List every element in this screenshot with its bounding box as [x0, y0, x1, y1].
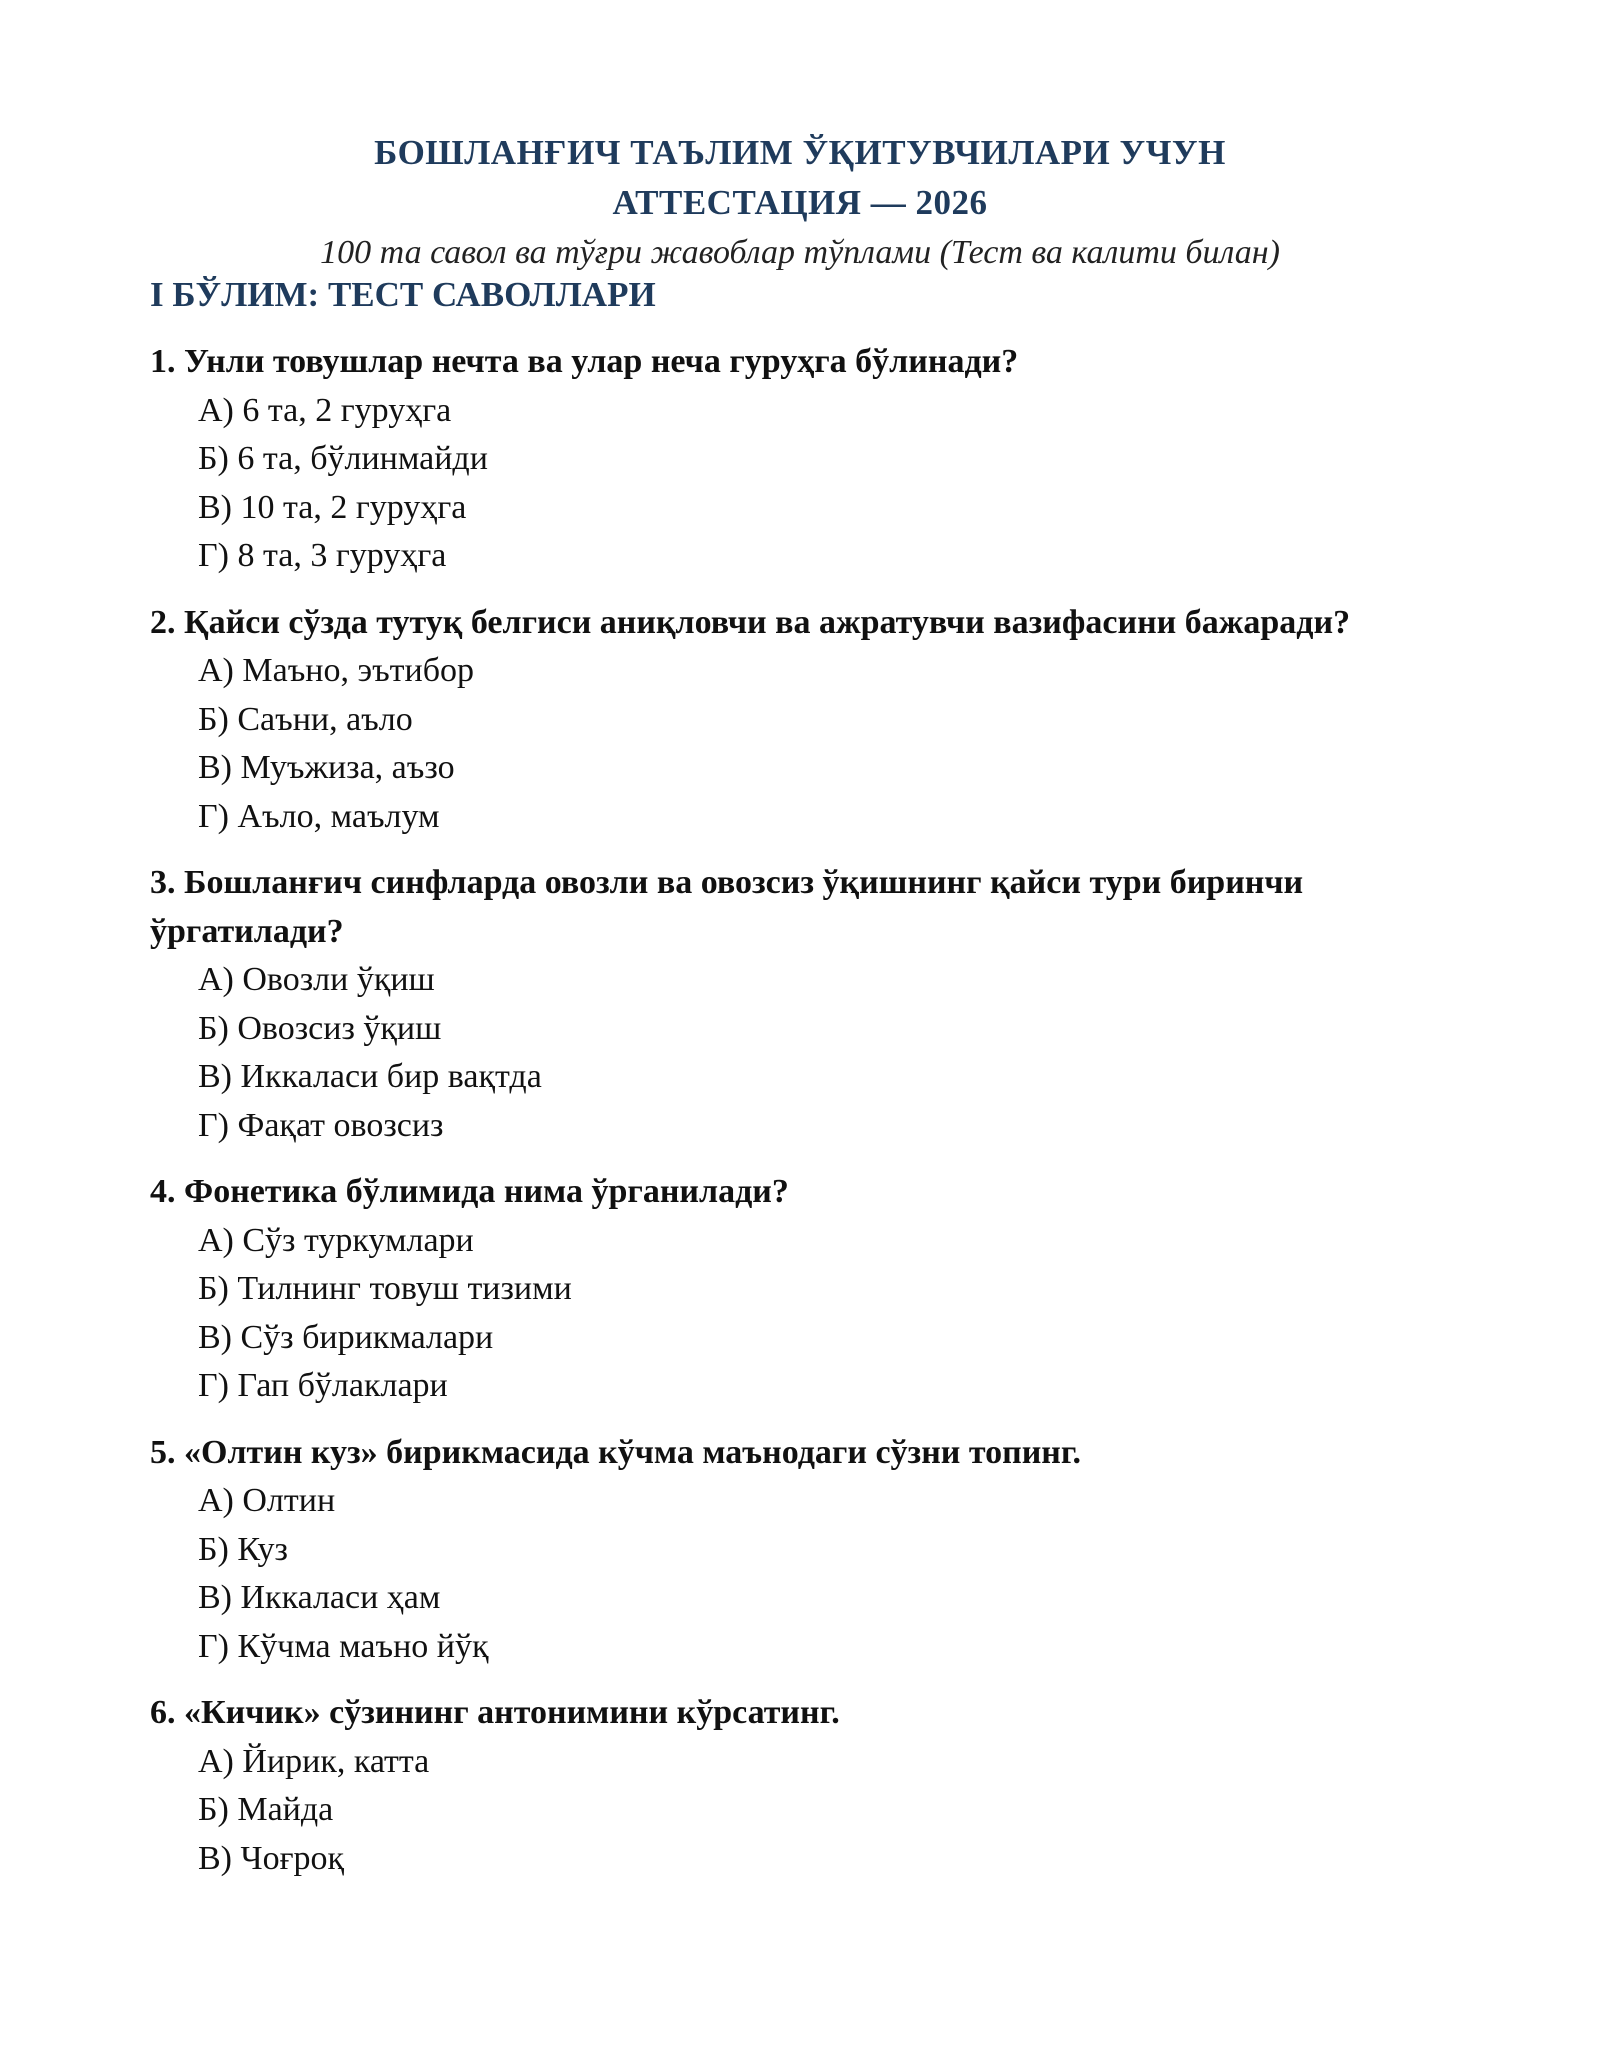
document-title-line-1: БОШЛАНҒИЧ ТАЪЛИМ ЎҚИТУВЧИЛАРИ УЧУН: [374, 133, 1226, 172]
answer-option: В) Муъжиза, аъзо: [198, 749, 455, 786]
answer-option: В) Иккаласи ҳам: [198, 1579, 441, 1616]
question-6: [150, 1689, 1450, 1883]
answer-option: Б) Овозсиз ўқиш: [198, 1009, 442, 1047]
question-text: 6. «Кичик» сўзининг антонимини кўрсатинг.: [150, 1694, 840, 1731]
answer-option: А) Овозли ўқиш: [198, 961, 435, 998]
answer-option: А) Маъно, эътибор: [198, 652, 475, 689]
question-1: [150, 338, 1450, 581]
question-2: [150, 599, 1450, 842]
question-text: 5. «Олтин куз» бирикмасида кўчма маънодаги сўзни топинг.: [150, 1433, 1081, 1471]
answer-option: Г) Аъло, маълум: [198, 797, 440, 835]
answer-option: Б) 6 та, бўлинмайди: [198, 440, 488, 477]
question-text: 4. Фонетика бўлимида нима ўрганилади?: [150, 1173, 789, 1210]
answer-option: Г) Кўчма маъно йўқ: [198, 1627, 489, 1665]
answer-option: Б) Тилнинг товуш тизими: [198, 1270, 572, 1307]
question-text: 2. Қайси сўзда тутуқ белгиси аниқловчи ва ажратувчи вазифасини бажаради?: [150, 603, 1351, 641]
question-4: [150, 1168, 1450, 1411]
answer-option: А) Йирик, катта: [198, 1742, 430, 1780]
question-3: [150, 859, 1450, 1150]
question-list: [150, 338, 1450, 1901]
answer-option: Г) Фақат овозсиз: [198, 1106, 444, 1144]
answer-option: В) Чоғроқ: [198, 1839, 345, 1877]
question-5: [150, 1429, 1450, 1672]
answer-option: А) Олтин: [198, 1482, 336, 1519]
answer-option: В) Иккаласи бир вақтда: [198, 1058, 542, 1095]
document-subtitle: 100 та савол ва тўғри жавоблар тўплами (Тест ва калити билан): [320, 234, 1280, 271]
answer-option: Г) Гап бўлаклари: [198, 1367, 448, 1404]
answer-option: Б) Саъни, аъло: [198, 700, 413, 738]
section-heading: I БЎЛИМ: ТЕСТ САВОЛЛАРИ: [150, 275, 656, 314]
answer-option: В) Сўз бирикмалари: [198, 1318, 494, 1356]
document-title-line-2: АТТЕСТАЦИЯ — 2026: [612, 183, 988, 222]
answer-option: А) 6 та, 2 гуруҳга: [198, 391, 452, 429]
answer-option: А) Сўз туркумлари: [198, 1221, 474, 1259]
question-text: 1. Унли товушлар нечта ва улар неча гуруҳга бўлинади?: [150, 343, 1019, 380]
answer-option: Б) Майда: [198, 1791, 334, 1828]
document-header: [0, 128, 1600, 278]
answer-option: В) 10 та, 2 гуруҳга: [198, 488, 467, 526]
answer-option: Б) Куз: [198, 1530, 288, 1568]
answer-option: Г) 8 та, 3 гуруҳга: [198, 537, 447, 574]
question-text: 3. Бошланғич синфларда овозли ва овозсиз ўқишнинг қайси тури биринчи ўргатилади?: [150, 864, 1304, 950]
